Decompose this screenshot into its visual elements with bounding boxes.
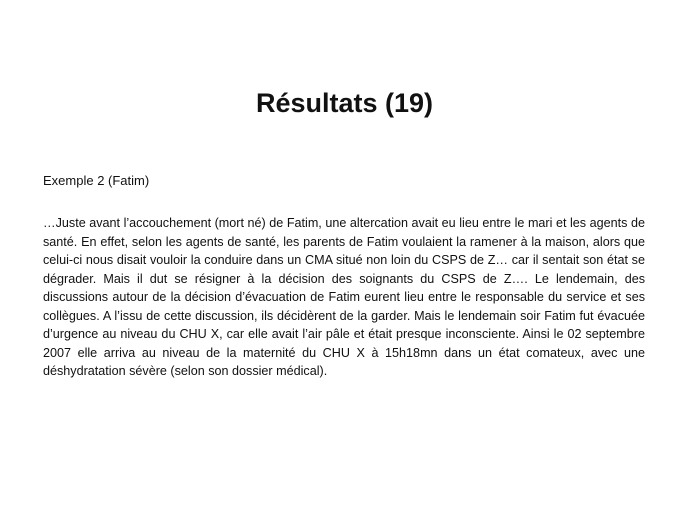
example-body-text: …Juste avant l’accouchement (mort né) de Fatim, une altercation avait eu lieu entre le mari et les agents de santé. En effet, selon les agents de santé, les parents de Fatim voulaient la ramener à la maison, alors que celui-ci nous disait vouloir la conduire dans un CMA situé non loin du CSPS de Z… car il sentait son état se dégrader. Mais il dut se résigner à la décision des soignants du CSPS de Z…. Le lendemain, des discussions autour de la décision d’évacuation de Fatim eurent lieu entre le responsable du service et ses collègues. A l’issu de cette discussion, ils décidèrent de la garder. Mais le lendemain soir Fatim fut évacuée d’urgence au niveau du CHU X, car elle avait l’air pâle et était presque inconsciente. Ainsi le 02 septembre 2007 elle arriva au niveau de la maternité du CHU X à 15h18mn dans un état comateux, avec une déshydratation sévère (selon son dossier médical).: [43, 216, 645, 378]
slide-title: Résultats (19): [255, 88, 434, 118]
example-heading: Exemple 2 (Fatim): [43, 173, 150, 188]
